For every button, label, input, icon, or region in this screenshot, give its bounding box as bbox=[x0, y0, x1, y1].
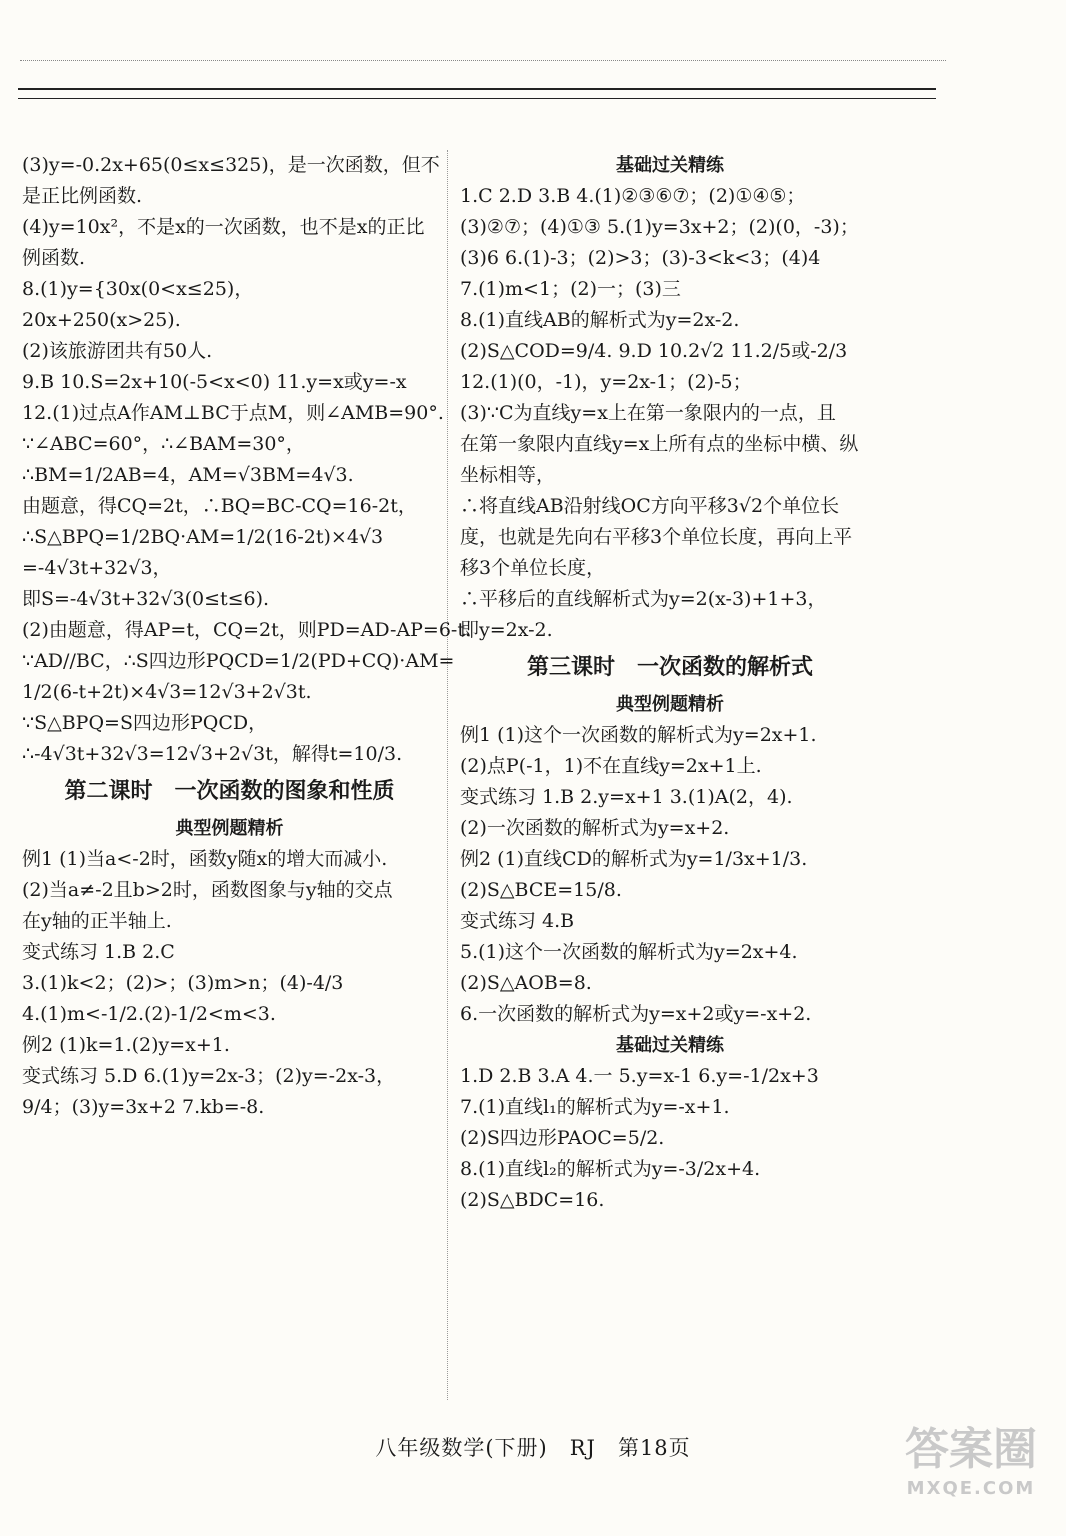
top-dotted-line bbox=[20, 60, 946, 71]
text-line: 坐标相等， bbox=[460, 464, 556, 486]
text-line: 1/2(6-t+2t)×4√3=12√3+2√3t. bbox=[22, 681, 312, 703]
text-line: 12.(1)(0，-1)，y=2x-1；(2)-5； bbox=[460, 371, 752, 393]
text-line: 是正比例函数. bbox=[22, 185, 143, 207]
text-line: 由题意，得CQ=2t，∴BQ=BC-CQ=16-2t， bbox=[22, 495, 417, 517]
lesson-3-subheading: 典型例题精析 bbox=[616, 694, 724, 715]
text-line: 20x+250(x>25). bbox=[22, 309, 181, 331]
watermark-url: MXQE.COM bbox=[906, 1478, 1036, 1499]
text-line: 8.(1)直线l₂的解析式为y=-3/2x+4. bbox=[460, 1158, 761, 1180]
text-line: 移3个单位长度， bbox=[460, 557, 606, 579]
text-line: 度，也就是先向右平移3个单位长度，再向上平 bbox=[460, 526, 853, 548]
lesson-2-heading: 第二课时 一次函数的图象和性质 bbox=[64, 779, 395, 804]
left-block-1 bbox=[22, 150, 472, 770]
watermark-text: 答案圈 bbox=[905, 1424, 1037, 1475]
text-line: 7.(1)直线l₁的解析式为y=-x+1. bbox=[460, 1096, 730, 1118]
text-line: 3.(1)k<2；(2)>；(3)m>n；(4)-4/3 bbox=[22, 972, 344, 994]
top-rule-thin bbox=[18, 98, 936, 99]
text-line: (2)由题意，得AP=t，CQ=2t，则PD=AD-AP=6-t. bbox=[22, 619, 472, 641]
text-line: (3)∵C为直线y=x上在第一象限内的一点，且 bbox=[460, 402, 836, 424]
text-line: (3)y=-0.2x+65(0≤x≤325)，是一次函数，但不 bbox=[22, 154, 440, 176]
text-line: (2)一次函数的解析式为y=x+2. bbox=[460, 817, 730, 839]
text-line: 变式练习 5.D 6.(1)y=2x-3；(2)y=-2x-3， bbox=[22, 1065, 396, 1087]
text-line: (3)②⑦；(4)①③ 5.(1)y=3x+2；(2)(0，-3)； bbox=[460, 216, 859, 238]
text-line: ∴将直线AB沿射线OC方向平移3√2个单位长 bbox=[460, 495, 840, 517]
text-line: 7.(1)m<1；(2)一；(3)三 bbox=[460, 278, 681, 300]
text-line: 即y=2x-2. bbox=[460, 619, 553, 641]
text-line: 8.(1)y={30x(0<x≤25)， bbox=[22, 278, 254, 300]
text-line: 变式练习 1.B 2.C bbox=[22, 941, 175, 963]
text-line: 变式练习 1.B 2.y=x+1 3.(1)A(2，4). bbox=[460, 786, 793, 808]
left-block-2 bbox=[22, 844, 437, 1123]
text-line: 5.(1)这个一次函数的解析式为y=2x+4. bbox=[460, 941, 798, 963]
text-line: 4.(1)m<-1/2.(2)-1/2<m<3. bbox=[22, 1003, 276, 1025]
page-footer: 八年级数学(下册) RJ 第18页 bbox=[375, 1436, 691, 1460]
text-line: 例1 (1)这个一次函数的解析式为y=2x+1. bbox=[460, 724, 817, 746]
text-line: 例1 (1)当a<-2时，函数y随x的增大而减小. bbox=[22, 848, 388, 870]
text-line: 1.C 2.D 3.B 4.(1)②③⑥⑦；(2)①④⑤； bbox=[460, 185, 806, 207]
text-line: (2)S△COD=9/4. 9.D 10.2√2 11.2/5或-2/3 bbox=[460, 340, 848, 362]
text-line: (2)S△BCE=15/8. bbox=[460, 879, 622, 901]
text-line: 即S=-4√3t+32√3(0≤t≤6). bbox=[22, 588, 270, 610]
text-line: 6.一次函数的解析式为y=x+2或y=-x+2. bbox=[460, 1003, 812, 1025]
text-line: (2)S四边形PAOC=5/2. bbox=[460, 1127, 665, 1149]
text-line: 在第一象限内直线y=x上所有点的坐标中横、纵 bbox=[460, 433, 859, 455]
text-line: ∵S△BPQ=S四边形PQCD， bbox=[22, 712, 268, 734]
text-line: 例2 (1)直线CD的解析式为y=1/3x+1/3. bbox=[460, 848, 808, 870]
text-line: ∴平移后的直线解析式为y=2(x-3)+1+3， bbox=[460, 588, 827, 610]
text-line: (2)S△AOB=8. bbox=[460, 972, 592, 994]
text-line: (2)当a≠-2且b>2时，函数图象与y轴的交点 bbox=[22, 879, 393, 901]
text-line: 12.(1)过点A作AM⊥BC于点M，则∠AMB=90°. bbox=[22, 402, 444, 424]
text-line: (2)S△BDC=16. bbox=[460, 1189, 605, 1211]
text-line: =-4√3t+32√3， bbox=[22, 557, 172, 579]
left-column bbox=[22, 150, 472, 1123]
text-line: ∴-4√3t+32√3=12√3+2√3t，解得t=10/3. bbox=[22, 743, 403, 765]
text-line: (4)y=10x²，不是x的一次函数，也不是x的正比 bbox=[22, 216, 425, 238]
basic-practice-heading-1: 基础过关精练 bbox=[616, 155, 724, 176]
text-line: ∵AD//BC，∴S四边形PQCD=1/2(PD+CQ)·AM= bbox=[22, 650, 455, 672]
lesson-3-heading: 第三课时 一次函数的解析式 bbox=[526, 655, 813, 680]
watermark-logo bbox=[896, 1422, 1046, 1522]
text-line: (2)点P(-1，1)不在直线y=2x+1上. bbox=[460, 755, 762, 777]
text-line: ∴BM=1/2AB=4，AM=√3BM=4√3. bbox=[22, 464, 354, 486]
right-block-3 bbox=[460, 1061, 880, 1216]
right-block-2 bbox=[460, 720, 880, 1030]
right-column bbox=[460, 150, 880, 1216]
text-line: 9.B 10.S=2x+10(-5<x<0) 11.y=x或y=-x bbox=[22, 371, 407, 393]
text-line: 变式练习 4.B bbox=[460, 910, 575, 932]
text-line: ∵∠ABC=60°，∴∠BAM=30°， bbox=[22, 433, 305, 455]
text-line: (3)6 6.(1)-3；(2)>3；(3)-3<k<3；(4)4 bbox=[460, 247, 821, 269]
text-line: 1.D 2.B 3.A 4.一 5.y=x-1 6.y=-1/2x+3 bbox=[460, 1065, 819, 1087]
text-line: 例2 (1)k=1.(2)y=x+1. bbox=[22, 1034, 230, 1056]
column-divider bbox=[447, 150, 448, 1400]
basic-practice-heading-2: 基础过关精练 bbox=[616, 1035, 724, 1056]
text-line: ∴S△BPQ=1/2BQ·AM=1/2(16-2t)×4√3 bbox=[22, 526, 384, 548]
text-line: (2)该旅游团共有50人. bbox=[22, 340, 213, 362]
right-block-1 bbox=[460, 181, 880, 646]
text-line: 在y轴的正半轴上. bbox=[22, 910, 172, 932]
text-line: 8.(1)直线AB的解析式为y=2x-2. bbox=[460, 309, 740, 331]
text-line: 例函数. bbox=[22, 247, 86, 269]
text-line: 9/4；(3)y=3x+2 7.kb=-8. bbox=[22, 1096, 265, 1118]
top-rule bbox=[18, 88, 936, 90]
lesson-2-subheading: 典型例题精析 bbox=[175, 818, 284, 839]
